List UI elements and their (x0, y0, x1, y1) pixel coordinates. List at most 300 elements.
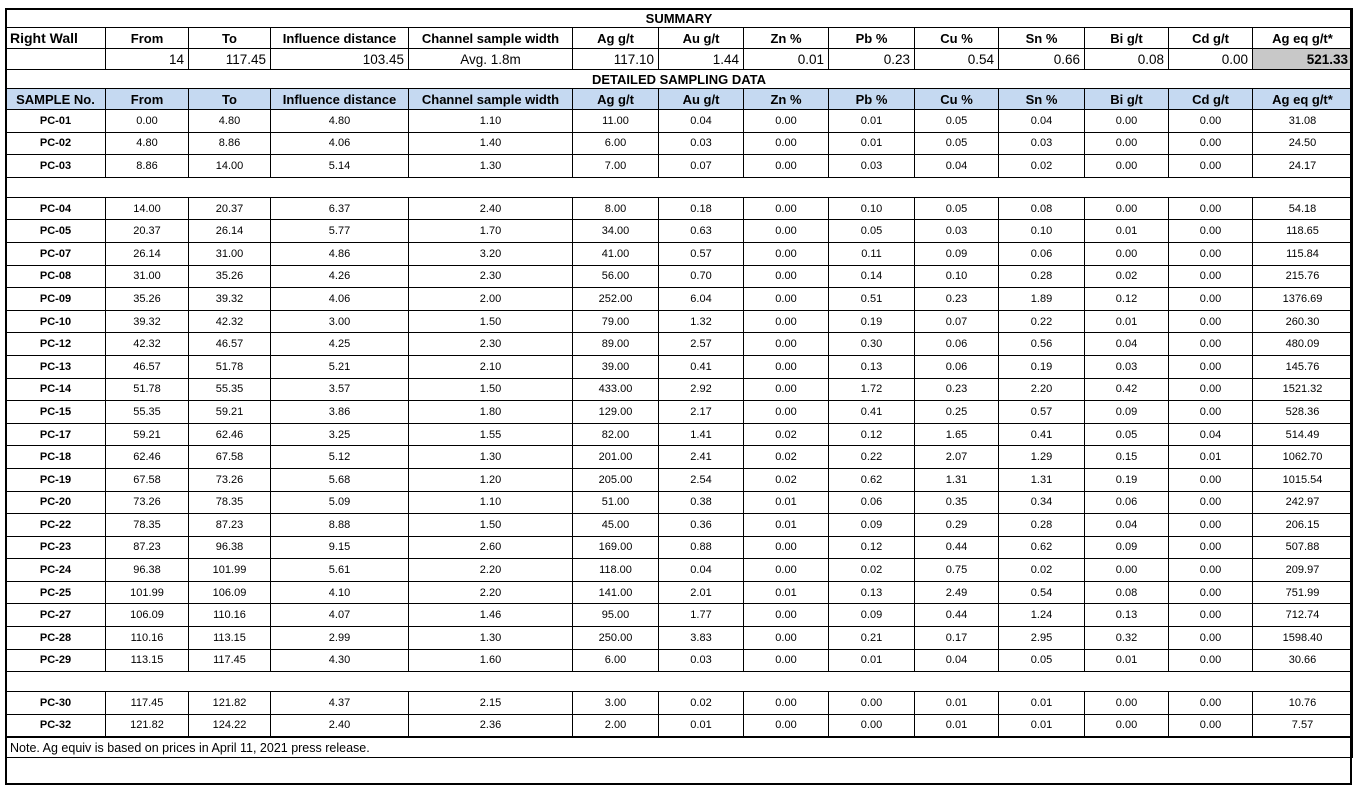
table-cell: 0.00 (1169, 692, 1253, 715)
sample-id-cell: PC-32 (6, 714, 106, 737)
table-cell: 101.99 (106, 581, 189, 604)
table-cell: 0.00 (1085, 155, 1169, 178)
table-cell: 0.00 (1169, 401, 1253, 424)
table-cell: 2.30 (409, 265, 573, 288)
table-cell: 106.09 (189, 581, 271, 604)
table-cell: 0.00 (1169, 649, 1253, 672)
table-row (6, 333, 1353, 356)
summary-ag-eq-value: 521.33 (1253, 49, 1353, 70)
table-cell: 0.00 (1169, 491, 1253, 514)
table-cell: 6.00 (573, 132, 659, 155)
table-cell: 0.38 (659, 491, 744, 514)
table-cell: 2.17 (659, 401, 744, 424)
table-cell: 2.07 (915, 446, 999, 469)
table-cell: 62.46 (106, 446, 189, 469)
table-cell: 0.00 (1085, 242, 1169, 265)
table-row (6, 536, 1353, 559)
table-row (6, 220, 1353, 243)
table-cell: 1.41 (659, 423, 744, 446)
table-cell: 8.86 (106, 155, 189, 178)
table-cell: 0.02 (1085, 265, 1169, 288)
table-cell: 1.60 (409, 649, 573, 672)
table-cell: 4.06 (271, 288, 409, 311)
table-cell: 0.63 (659, 220, 744, 243)
summary-title: SUMMARY (6, 9, 1353, 28)
table-cell: 20.37 (189, 197, 271, 220)
table-cell: 5.61 (271, 559, 409, 582)
table-cell: 117.45 (189, 649, 271, 672)
table-cell: 2.20 (409, 581, 573, 604)
table-cell: 3.57 (271, 378, 409, 401)
table-cell: 5.77 (271, 220, 409, 243)
table-cell: 96.38 (189, 536, 271, 559)
table-cell: 0.00 (744, 242, 829, 265)
sample-id-cell: PC-01 (6, 110, 106, 133)
table-cell: 51.78 (106, 378, 189, 401)
table-cell: 1.24 (999, 604, 1085, 627)
table-cell: 0.04 (1169, 423, 1253, 446)
table-row (6, 604, 1353, 627)
table-row (6, 446, 1353, 469)
table-cell: 73.26 (189, 468, 271, 491)
table-cell: 0.01 (1085, 310, 1169, 333)
table-cell: 26.14 (106, 242, 189, 265)
table-cell: 0.23 (915, 288, 999, 311)
table-cell: 39.32 (106, 310, 189, 333)
table-cell: 215.76 (1253, 265, 1353, 288)
table-cell: 0.00 (744, 155, 829, 178)
table-row (6, 714, 1353, 737)
table-cell: 1.10 (409, 491, 573, 514)
sample-id-cell: PC-04 (6, 197, 106, 220)
table-cell: 5.68 (271, 468, 409, 491)
detailed-title: DETAILED SAMPLING DATA (6, 70, 1353, 89)
table-cell: 0.30 (829, 333, 915, 356)
table-cell: 0.00 (1169, 714, 1253, 737)
table-row (6, 423, 1353, 446)
table-cell: 0.00 (744, 132, 829, 155)
table-cell: 4.07 (271, 604, 409, 627)
table-cell: 0.10 (829, 197, 915, 220)
summary-header-cell: Au g/t (659, 28, 744, 49)
table-cell: 2.01 (659, 581, 744, 604)
table-cell: 11.00 (573, 110, 659, 133)
table-cell: 0.09 (829, 514, 915, 537)
table-cell: 87.23 (189, 514, 271, 537)
table-cell: 129.00 (573, 401, 659, 424)
table-cell: 0.10 (999, 220, 1085, 243)
table-cell: 4.30 (271, 649, 409, 672)
note-row (6, 737, 1353, 758)
table-cell: 0.00 (744, 559, 829, 582)
table-cell: 6.04 (659, 288, 744, 311)
table-cell: 55.35 (189, 378, 271, 401)
summary-header-row (6, 28, 1353, 49)
table-cell: 0.05 (915, 197, 999, 220)
table-cell: 0.08 (1085, 581, 1169, 604)
table-row (6, 288, 1353, 311)
table-cell: 0.35 (915, 491, 999, 514)
column-header: SAMPLE No. (6, 89, 106, 110)
table-cell: 20.37 (106, 220, 189, 243)
sample-id-cell: PC-30 (6, 692, 106, 715)
table-cell: 0.00 (1169, 220, 1253, 243)
table-cell: 0.00 (1169, 155, 1253, 178)
table-row (6, 310, 1353, 333)
sampling-table (5, 8, 1353, 758)
table-cell: 0.01 (659, 714, 744, 737)
table-cell: 0.02 (829, 559, 915, 582)
table-cell: 0.10 (915, 265, 999, 288)
table-cell: 751.99 (1253, 581, 1353, 604)
table-cell: 0.03 (829, 155, 915, 178)
table-cell: 1.32 (659, 310, 744, 333)
table-cell: 0.04 (1085, 333, 1169, 356)
table-cell: 0.00 (829, 692, 915, 715)
table-cell: 2.00 (573, 714, 659, 737)
table-cell: 42.32 (189, 310, 271, 333)
table-cell: 8.00 (573, 197, 659, 220)
table-cell: 252.00 (573, 288, 659, 311)
table-cell: 0.01 (915, 714, 999, 737)
table-cell: 31.00 (189, 242, 271, 265)
sample-id-cell: PC-07 (6, 242, 106, 265)
column-header: Pb % (829, 89, 915, 110)
summary-value-cell: 0.00 (1169, 49, 1253, 70)
table-row (6, 692, 1353, 715)
summary-value-cell: 1.44 (659, 49, 744, 70)
table-cell: 0.03 (999, 132, 1085, 155)
table-row (6, 581, 1353, 604)
sample-id-cell: PC-17 (6, 423, 106, 446)
table-cell: 0.00 (1169, 604, 1253, 627)
table-cell: 62.46 (189, 423, 271, 446)
table-cell: 141.00 (573, 581, 659, 604)
table-cell: 0.04 (659, 559, 744, 582)
table-cell: 0.01 (1085, 649, 1169, 672)
table-cell: 0.13 (1085, 604, 1169, 627)
summary-header-cell: Influence distance (271, 28, 409, 49)
column-header: Ag eq g/t* (1253, 89, 1353, 110)
table-cell: 242.97 (1253, 491, 1353, 514)
table-cell: 0.01 (1169, 446, 1253, 469)
table-cell: 0.01 (829, 132, 915, 155)
summary-header-cell: Right Wall (6, 28, 106, 49)
table-cell: 0.19 (1085, 468, 1169, 491)
summary-header-cell: Cu % (915, 28, 999, 49)
summary-value-cell: 0.54 (915, 49, 999, 70)
table-cell: 87.23 (106, 536, 189, 559)
table-cell: 0.07 (915, 310, 999, 333)
summary-value-cell: 0.23 (829, 49, 915, 70)
table-cell: 0.03 (659, 132, 744, 155)
summary-values-row (6, 49, 1353, 70)
table-cell: 260.30 (1253, 310, 1353, 333)
table-cell: 0.00 (1169, 514, 1253, 537)
table-cell: 0.00 (1169, 355, 1253, 378)
table-cell: 0.05 (1085, 423, 1169, 446)
table-cell: 8.88 (271, 514, 409, 537)
table-cell: 0.01 (744, 491, 829, 514)
table-cell: 1.31 (915, 468, 999, 491)
spacer-row (6, 177, 1353, 197)
table-cell: 2.36 (409, 714, 573, 737)
table-cell: 0.00 (1169, 627, 1253, 650)
table-cell: 1.70 (409, 220, 573, 243)
table-cell: 480.09 (1253, 333, 1353, 356)
table-row (6, 627, 1353, 650)
summary-header-cell: Ag eq g/t* (1253, 28, 1353, 49)
table-cell: 0.04 (915, 155, 999, 178)
table-cell: 0.34 (999, 491, 1085, 514)
table-cell: 0.12 (829, 536, 915, 559)
table-cell: 0.06 (829, 491, 915, 514)
table-cell: 0.17 (915, 627, 999, 650)
column-header: Sn % (999, 89, 1085, 110)
table-cell: 0.00 (1169, 333, 1253, 356)
table-cell: 1062.70 (1253, 446, 1353, 469)
table-cell: 0.62 (999, 536, 1085, 559)
table-cell: 106.09 (106, 604, 189, 627)
table-cell: 0.02 (744, 423, 829, 446)
sample-id-cell: PC-29 (6, 649, 106, 672)
table-cell: 0.44 (915, 536, 999, 559)
table-cell: 0.00 (1169, 310, 1253, 333)
table-cell: 2.00 (409, 288, 573, 311)
table-cell: 35.26 (106, 288, 189, 311)
table-cell: 0.23 (915, 378, 999, 401)
table-row (6, 559, 1353, 582)
table-cell: 0.57 (999, 401, 1085, 424)
table-cell: 2.92 (659, 378, 744, 401)
table-cell: 24.17 (1253, 155, 1353, 178)
table-cell: 42.32 (106, 333, 189, 356)
table-cell: 5.09 (271, 491, 409, 514)
table-cell: 0.00 (1169, 197, 1253, 220)
table-cell: 712.74 (1253, 604, 1353, 627)
table-cell: 0.15 (1085, 446, 1169, 469)
summary-header-cell: Ag g/t (573, 28, 659, 49)
table-cell: 0.06 (999, 242, 1085, 265)
table-cell: 1.40 (409, 132, 573, 155)
table-cell: 0.12 (829, 423, 915, 446)
summary-value-cell: 117.45 (189, 49, 271, 70)
column-header: Cd g/t (1169, 89, 1253, 110)
table-cell: 0.25 (915, 401, 999, 424)
table-cell: 2.54 (659, 468, 744, 491)
table-cell: 3.00 (271, 310, 409, 333)
column-header: To (189, 89, 271, 110)
sample-id-cell: PC-13 (6, 355, 106, 378)
table-cell: 0.62 (829, 468, 915, 491)
sample-id-cell: PC-08 (6, 265, 106, 288)
table-cell: 0.09 (915, 242, 999, 265)
table-cell: 0.00 (1169, 536, 1253, 559)
table-cell: 0.03 (915, 220, 999, 243)
table-cell: 0.75 (915, 559, 999, 582)
sample-id-cell: PC-09 (6, 288, 106, 311)
table-cell: 0.08 (999, 197, 1085, 220)
table-cell: 0.00 (1085, 197, 1169, 220)
table-cell: 206.15 (1253, 514, 1353, 537)
table-cell: 118.00 (573, 559, 659, 582)
summary-header-cell: Bi g/t (1085, 28, 1169, 49)
table-cell: 0.04 (659, 110, 744, 133)
table-cell: 67.58 (189, 446, 271, 469)
table-row (6, 401, 1353, 424)
table-cell: 0.06 (1085, 491, 1169, 514)
table-cell: 0.00 (744, 110, 829, 133)
table-cell: 0.05 (915, 110, 999, 133)
table-cell: 4.10 (271, 581, 409, 604)
table-cell: 0.04 (1085, 514, 1169, 537)
table-cell: 31.00 (106, 265, 189, 288)
table-cell: 96.38 (106, 559, 189, 582)
table-cell: 1.20 (409, 468, 573, 491)
sample-id-cell: PC-02 (6, 132, 106, 155)
table-cell: 46.57 (106, 355, 189, 378)
table-cell: 0.41 (659, 355, 744, 378)
table-cell: 78.35 (106, 514, 189, 537)
table-cell: 0.54 (999, 581, 1085, 604)
table-cell: 101.99 (189, 559, 271, 582)
table-cell: 4.80 (106, 132, 189, 155)
table-cell: 3.86 (271, 401, 409, 424)
table-cell: 0.09 (1085, 401, 1169, 424)
table-cell: 1.50 (409, 378, 573, 401)
table-cell: 5.14 (271, 155, 409, 178)
table-cell: 0.05 (829, 220, 915, 243)
table-cell: 1.72 (829, 378, 915, 401)
table-cell: 14.00 (189, 155, 271, 178)
table-cell: 54.18 (1253, 197, 1353, 220)
table-cell: 26.14 (189, 220, 271, 243)
table-cell: 0.00 (1085, 132, 1169, 155)
table-cell: 118.65 (1253, 220, 1353, 243)
table-cell: 79.00 (573, 310, 659, 333)
table-cell: 0.00 (829, 714, 915, 737)
table-cell: 205.00 (573, 468, 659, 491)
summary-value-cell: 0.66 (999, 49, 1085, 70)
table-row (6, 265, 1353, 288)
table-cell: 110.16 (106, 627, 189, 650)
table-cell: 124.22 (189, 714, 271, 737)
table-cell: 0.13 (829, 581, 915, 604)
table-cell: 14.00 (106, 197, 189, 220)
table-cell: 0.11 (829, 242, 915, 265)
table-cell: 0.29 (915, 514, 999, 537)
table-cell: 3.83 (659, 627, 744, 650)
table-cell: 78.35 (189, 491, 271, 514)
table-cell: 59.21 (106, 423, 189, 446)
summary-header-cell: Channel sample width (409, 28, 573, 49)
table-cell: 0.01 (744, 581, 829, 604)
sample-id-cell: PC-14 (6, 378, 106, 401)
table-cell: 1.30 (409, 155, 573, 178)
detailed-title-row (6, 70, 1353, 89)
table-cell: 1.80 (409, 401, 573, 424)
table-cell: 41.00 (573, 242, 659, 265)
table-row (6, 355, 1353, 378)
table-cell: 1.30 (409, 627, 573, 650)
table-cell: 1.77 (659, 604, 744, 627)
summary-value-cell: Avg. 1.8m (409, 49, 573, 70)
column-header: Influence distance (271, 89, 409, 110)
sample-id-cell: PC-20 (6, 491, 106, 514)
table-cell: 1.10 (409, 110, 573, 133)
table-cell: 95.00 (573, 604, 659, 627)
table-cell: 31.08 (1253, 110, 1353, 133)
table-row (6, 468, 1353, 491)
table-cell: 209.97 (1253, 559, 1353, 582)
summary-value-cell: 0.01 (744, 49, 829, 70)
table-cell: 0.02 (659, 692, 744, 715)
table-cell: 0.09 (829, 604, 915, 627)
column-header: Cu % (915, 89, 999, 110)
table-cell: 0.02 (744, 446, 829, 469)
table-cell: 0.32 (1085, 627, 1169, 650)
table-cell: 0.00 (744, 378, 829, 401)
table-cell: 0.00 (744, 333, 829, 356)
table-cell: 0.00 (1169, 559, 1253, 582)
table-cell: 2.57 (659, 333, 744, 356)
table-cell: 3.00 (573, 692, 659, 715)
summary-value-cell: 103.45 (271, 49, 409, 70)
table-cell: 56.00 (573, 265, 659, 288)
table-cell: 0.03 (659, 649, 744, 672)
table-cell: 55.35 (106, 401, 189, 424)
column-header: From (106, 89, 189, 110)
table-cell: 0.00 (744, 604, 829, 627)
table-cell: 4.25 (271, 333, 409, 356)
column-header: Bi g/t (1085, 89, 1169, 110)
table-cell: 67.58 (106, 468, 189, 491)
table-cell: 2.60 (409, 536, 573, 559)
sample-id-cell: PC-19 (6, 468, 106, 491)
table-cell: 39.32 (189, 288, 271, 311)
table-cell: 0.12 (1085, 288, 1169, 311)
table-cell: 4.80 (271, 110, 409, 133)
table-cell: 73.26 (106, 491, 189, 514)
table-cell: 0.00 (106, 110, 189, 133)
table-cell: 5.12 (271, 446, 409, 469)
table-cell: 6.37 (271, 197, 409, 220)
table-cell: 0.00 (744, 714, 829, 737)
table-cell: 2.99 (271, 627, 409, 650)
table-cell: 2.20 (999, 378, 1085, 401)
table-cell: 82.00 (573, 423, 659, 446)
table-cell: 0.00 (1085, 559, 1169, 582)
summary-value-cell: 0.08 (1085, 49, 1169, 70)
table-cell: 1.29 (999, 446, 1085, 469)
table-cell: 9.15 (271, 536, 409, 559)
summary-value-cell: 14 (106, 49, 189, 70)
table-cell: 0.21 (829, 627, 915, 650)
table-cell: 0.00 (1169, 378, 1253, 401)
table-cell: 433.00 (573, 378, 659, 401)
table-cell: 0.41 (829, 401, 915, 424)
table-cell: 0.00 (744, 310, 829, 333)
table-cell: 3.20 (409, 242, 573, 265)
summary-header-cell: Zn % (744, 28, 829, 49)
sample-id-cell: PC-10 (6, 310, 106, 333)
table-cell: 0.19 (829, 310, 915, 333)
table-cell: 0.01 (829, 110, 915, 133)
table-cell: 0.01 (915, 692, 999, 715)
table-cell: 7.57 (1253, 714, 1353, 737)
table-cell: 0.05 (999, 649, 1085, 672)
sample-id-cell: PC-24 (6, 559, 106, 582)
